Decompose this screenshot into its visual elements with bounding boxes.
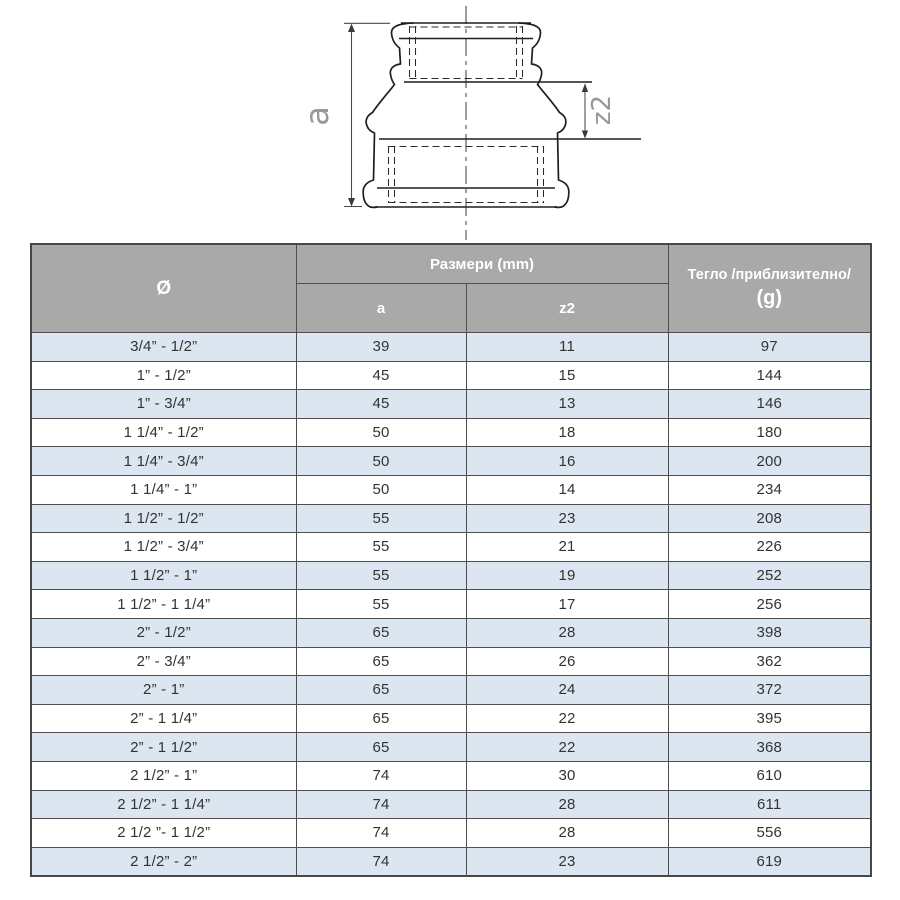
- cell-weight: 556: [668, 819, 871, 848]
- cell-a: 45: [296, 361, 466, 390]
- cell-diameter: 3/4” - 1/2”: [31, 333, 296, 362]
- cell-diameter: 2 1/2” - 1”: [31, 761, 296, 790]
- cell-a: 74: [296, 790, 466, 819]
- cell-weight: 97: [668, 333, 871, 362]
- cell-diameter: 1 1/4” - 1”: [31, 475, 296, 504]
- cell-z2: 26: [466, 647, 668, 676]
- table-row: [31, 733, 871, 762]
- cell-a: 50: [296, 475, 466, 504]
- cell-diameter: 2 1/2” - 2”: [31, 847, 296, 876]
- cell-diameter: 1” - 1/2”: [31, 361, 296, 390]
- cell-z2: 18: [466, 418, 668, 447]
- cell-weight: 362: [668, 647, 871, 676]
- table-row: [31, 819, 871, 848]
- cell-diameter: 1 1/2” - 1”: [31, 561, 296, 590]
- table-row: [31, 847, 871, 876]
- cell-diameter: 1 1/2” - 1 1/4”: [31, 590, 296, 619]
- cell-weight: 256: [668, 590, 871, 619]
- dim-a-label: a: [298, 106, 336, 126]
- header-weight: [668, 244, 871, 333]
- table-row: [31, 533, 871, 562]
- cell-z2: 23: [466, 504, 668, 533]
- cell-weight: 398: [668, 618, 871, 647]
- table-row: [31, 475, 871, 504]
- dimension-a: [298, 23, 390, 206]
- cell-a: 55: [296, 504, 466, 533]
- cell-diameter: 2” - 1 1/2”: [31, 733, 296, 762]
- arrowhead-up-icon: [582, 84, 588, 93]
- table-row: [31, 390, 871, 419]
- spec-table-body: [31, 333, 871, 877]
- table-row: [31, 333, 871, 362]
- cell-a: 74: [296, 761, 466, 790]
- dim-z2-label: z2: [587, 94, 617, 126]
- cell-diameter: 2” - 1 1/4”: [31, 704, 296, 733]
- table-row: [31, 790, 871, 819]
- cell-weight: 610: [668, 761, 871, 790]
- cell-z2: 14: [466, 475, 668, 504]
- cell-diameter: 1 1/4” - 3/4”: [31, 447, 296, 476]
- cell-a: 74: [296, 819, 466, 848]
- cell-a: 65: [296, 647, 466, 676]
- cell-weight: 619: [668, 847, 871, 876]
- header-z2: z2: [466, 284, 668, 333]
- table-row: [31, 361, 871, 390]
- cell-a: 39: [296, 333, 466, 362]
- cell-a: 74: [296, 847, 466, 876]
- cell-z2: 30: [466, 761, 668, 790]
- table-row: [31, 561, 871, 590]
- cell-a: 45: [296, 390, 466, 419]
- table-row: [31, 761, 871, 790]
- cell-a: 65: [296, 618, 466, 647]
- header-diameter: Ø: [31, 244, 296, 333]
- table-row: [31, 676, 871, 705]
- cell-a: 55: [296, 590, 466, 619]
- table-row: [31, 418, 871, 447]
- cell-weight: 146: [668, 390, 871, 419]
- cell-weight: 200: [668, 447, 871, 476]
- spec-table: [30, 243, 872, 877]
- cell-a: 50: [296, 418, 466, 447]
- cell-diameter: 2” - 1/2”: [31, 618, 296, 647]
- cell-a: 65: [296, 676, 466, 705]
- cell-weight: 226: [668, 533, 871, 562]
- table-row: [31, 504, 871, 533]
- cell-a: 55: [296, 561, 466, 590]
- cell-z2: 28: [466, 790, 668, 819]
- cell-weight: 368: [668, 733, 871, 762]
- header-weight-unit: (g): [756, 286, 783, 309]
- cell-z2: 17: [466, 590, 668, 619]
- arrowhead-down-icon: [348, 198, 355, 207]
- cell-z2: 22: [466, 704, 668, 733]
- cell-z2: 28: [466, 618, 668, 647]
- cell-z2: 15: [466, 361, 668, 390]
- cell-z2: 24: [466, 676, 668, 705]
- cell-z2: 28: [466, 819, 668, 848]
- cell-diameter: 1 1/4” - 1/2”: [31, 418, 296, 447]
- table-row: [31, 447, 871, 476]
- cell-a: 65: [296, 733, 466, 762]
- cell-diameter: 2 1/2” - 1 1/4”: [31, 790, 296, 819]
- table-row: [31, 647, 871, 676]
- fitting-diagram: [0, 0, 900, 243]
- spec-table-header: [31, 244, 871, 333]
- table-row: [31, 590, 871, 619]
- cell-weight: 611: [668, 790, 871, 819]
- technical-drawing: [0, 0, 900, 243]
- header-weight-label: Тегло /приблизително/: [687, 267, 851, 284]
- cell-a: 55: [296, 533, 466, 562]
- cell-z2: 11: [466, 333, 668, 362]
- cell-weight: 395: [668, 704, 871, 733]
- cell-z2: 22: [466, 733, 668, 762]
- cell-diameter: 1” - 3/4”: [31, 390, 296, 419]
- dimension-z2: [582, 84, 617, 139]
- cell-diameter: 1 1/2” - 3/4”: [31, 533, 296, 562]
- cell-weight: 180: [668, 418, 871, 447]
- cell-z2: 23: [466, 847, 668, 876]
- cell-diameter: 2 1/2 ”- 1 1/2”: [31, 819, 296, 848]
- arrowhead-down-icon: [582, 131, 588, 139]
- arrowhead-up-icon: [348, 24, 355, 33]
- cell-diameter: 2” - 1”: [31, 676, 296, 705]
- table-row: [31, 618, 871, 647]
- table-row: [31, 704, 871, 733]
- cell-weight: 144: [668, 361, 871, 390]
- cell-weight: 208: [668, 504, 871, 533]
- cell-diameter: 1 1/2” - 1/2”: [31, 504, 296, 533]
- header-a: a: [296, 284, 466, 333]
- cell-diameter: 2” - 3/4”: [31, 647, 296, 676]
- cell-z2: 19: [466, 561, 668, 590]
- cell-a: 50: [296, 447, 466, 476]
- header-dimensions: Размери (mm): [296, 244, 668, 284]
- cell-weight: 372: [668, 676, 871, 705]
- cell-weight: 234: [668, 475, 871, 504]
- cell-z2: 16: [466, 447, 668, 476]
- cell-a: 65: [296, 704, 466, 733]
- cell-weight: 252: [668, 561, 871, 590]
- cell-z2: 13: [466, 390, 668, 419]
- cell-z2: 21: [466, 533, 668, 562]
